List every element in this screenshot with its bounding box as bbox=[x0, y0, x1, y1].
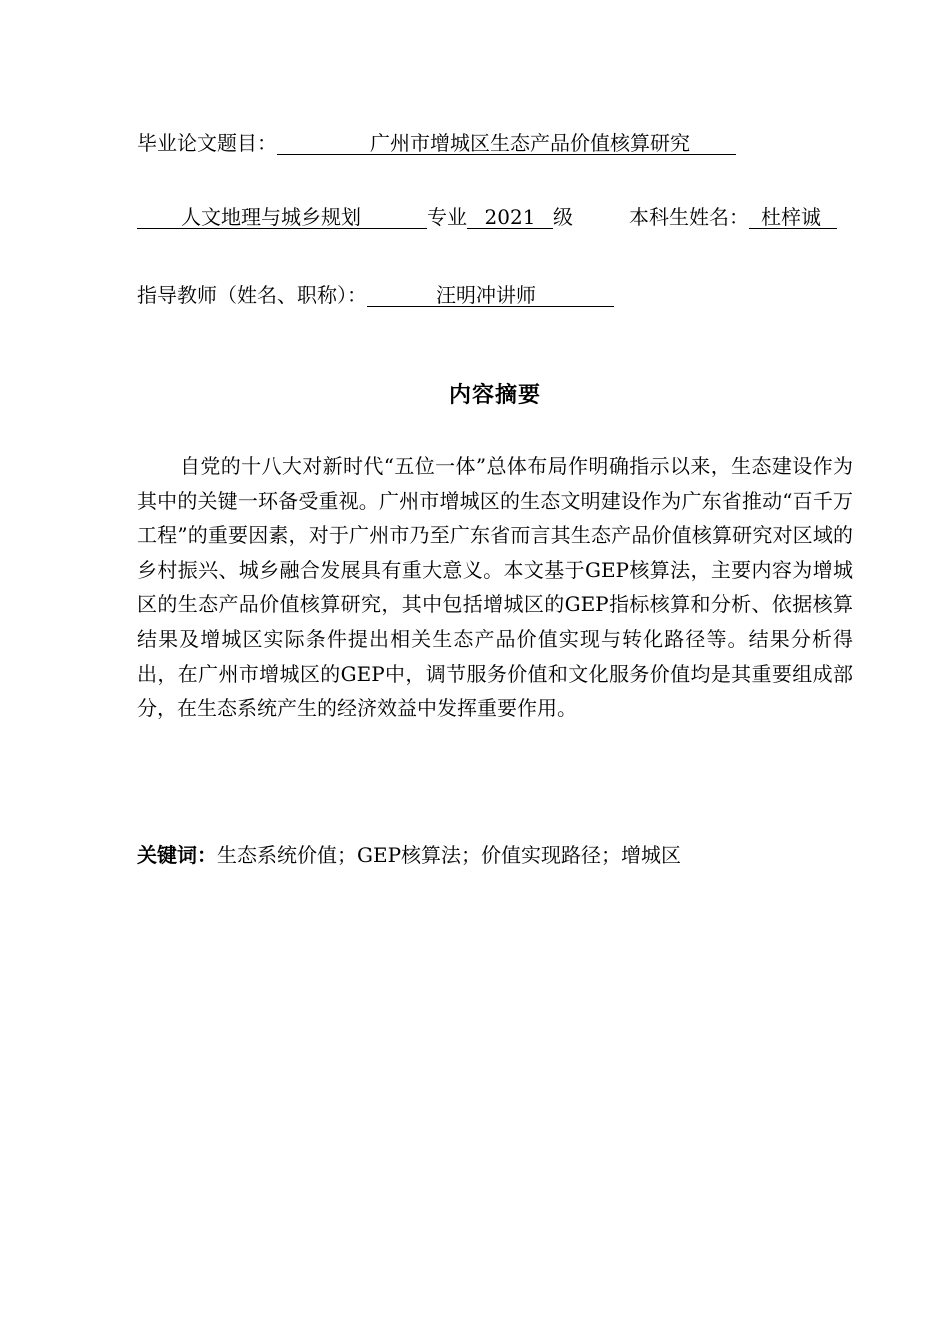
abstract-body: 自党的十八大对新时代“五位一体”总体布局作明确指示以来，生态建设作为其中的关键一环备受重视。广州市增城区的生态文明建设作为广东省推动“百千万工程”的重要因素，对于广州市乃至广东省而言其生态产品价值核算研究对区域的乡村振兴、城乡融合发展具有重大意义。本文基于GEP核算法，主要内容为增城区的生态产品价值核算研究，其中包括增城区的GEP指标核算和分析、依据核算结果及增城区实际条件提出相关生态产品价值实现与转化路径等。结果分析得出，在广州市增城区的GEP中，调节服务价值和文化服务价值均是其重要组成部分，在生态系统产生的经济效益中发挥重要作用。 bbox=[137, 454, 853, 721]
major-suffix: 专业 bbox=[427, 205, 467, 229]
student-name-value: 杜梓诚 bbox=[749, 205, 837, 229]
keywords-value: 生态系统价值；GEP核算法；价值实现路径；增城区 bbox=[217, 843, 682, 867]
thesis-title-label: 毕业论文题目： bbox=[137, 131, 277, 155]
advisor-line bbox=[137, 282, 614, 308]
keywords-label: 关键词： bbox=[137, 843, 217, 867]
keywords-line bbox=[137, 840, 681, 870]
advisor-label: 指导教师（姓名、职称）： bbox=[137, 283, 367, 307]
advisor-value: 汪明冲讲师 bbox=[367, 283, 614, 307]
thesis-title-line bbox=[137, 130, 736, 156]
major-value: 人文地理与城乡规划 bbox=[137, 205, 427, 229]
year-value: 2021 bbox=[467, 205, 553, 229]
abstract-heading: 内容摘要 bbox=[448, 383, 541, 408]
thesis-title-value: 广州市增城区生态产品价值核算研究 bbox=[277, 131, 736, 155]
major-line bbox=[137, 204, 837, 230]
student-label: 本科生姓名： bbox=[629, 205, 749, 229]
year-suffix: 级 bbox=[553, 205, 573, 229]
